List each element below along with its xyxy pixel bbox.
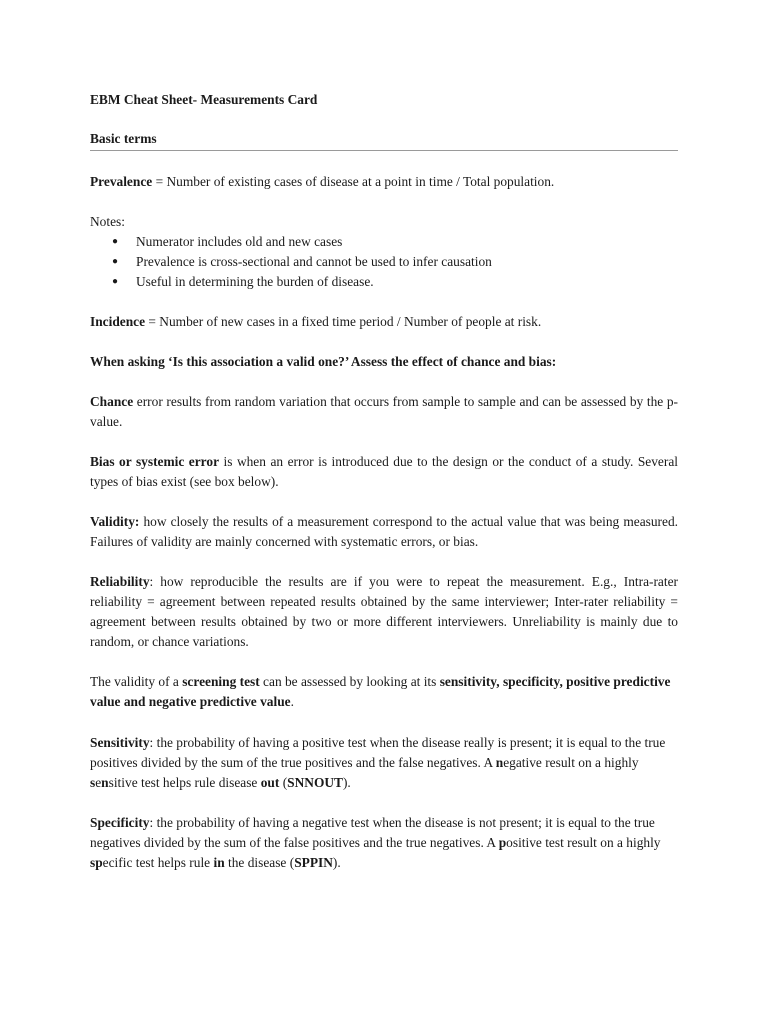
validity-text: how closely the results of a measurement correspond to the actual value that was being measured. Failures of validity are mainly concerned with systematic errors, or bias. — [90, 514, 678, 549]
bullet-icon: ● — [112, 256, 119, 267]
prevalence-definition — [90, 172, 678, 192]
prevalence-text: = Number of existing cases of disease at a point in time / Total population. — [152, 174, 555, 189]
reliability-term: Reliability — [90, 574, 150, 589]
list-item — [90, 272, 678, 292]
validity-term: Validity: — [90, 514, 140, 529]
specificity-text-1: : the probability of having a negative test when the disease is not present; it is equal to the true negatives divided by the sum of the false positives and the true negatives. A — [90, 815, 655, 850]
bullet-icon: ● — [112, 236, 119, 247]
chance-term: Chance — [90, 394, 134, 409]
sensitivity-term: Sensitivity — [90, 735, 150, 750]
incidence-definition — [90, 312, 678, 332]
screening-text-1: The validity of a — [90, 674, 183, 689]
note-text: Useful in determining the burden of disease. — [136, 274, 374, 289]
specificity-text-4: the disease ( — [224, 855, 295, 870]
sensitivity-text-3: e — [95, 775, 102, 790]
bias-term: Bias or systemic error — [90, 454, 220, 469]
sensitivity-bold-4: out — [260, 775, 280, 790]
sensitivity-text-4: sitive test helps rule disease — [108, 775, 261, 790]
specificity-term: Specificity — [90, 815, 150, 830]
sensitivity-text-6: ). — [342, 775, 351, 790]
list-item — [90, 252, 678, 272]
screening-test-term: screening test — [182, 674, 260, 689]
specificity-bold-2: sp — [90, 855, 103, 870]
specificity-bold-1: p — [498, 835, 507, 850]
sensitivity-text-2: egative result on a highly — [503, 755, 639, 770]
association-heading-text: When asking ‘Is this association a valid one?’ Assess the effect of chance and bias: — [90, 354, 557, 369]
specificity-text-5: ). — [332, 855, 341, 870]
validity-definition — [90, 512, 678, 552]
sensitivity-text-1: : the probability of having a positive test when the disease really is present; it is equal to the true positives divided by the sum of the true positives and the false negatives. A — [90, 735, 666, 770]
notes-list — [90, 232, 678, 292]
bias-definition — [90, 452, 678, 492]
screening-text-2: can be assessed by looking at its — [259, 674, 440, 689]
chance-text: error results from random variation that occurs from sample to sample and can be assessed by the p-value. — [90, 394, 678, 429]
chance-definition — [90, 392, 678, 432]
sppin-mnemonic: SPPIN — [294, 855, 333, 870]
document-title: EBM Cheat Sheet- Measurements Card — [90, 92, 318, 107]
sensitivity-bold-2: s — [90, 775, 96, 790]
sensitivity-bold-3: n — [101, 775, 109, 790]
incidence-term: Incidence — [90, 314, 146, 329]
document-body — [90, 90, 678, 873]
reliability-definition — [90, 572, 678, 652]
screening-text-3: . — [290, 694, 294, 709]
specificity-text-2: ositive test result on a highly — [506, 835, 661, 850]
sensitivity-text-5: ( — [279, 775, 288, 790]
specificity-definition — [90, 813, 678, 873]
specificity-bold-3: in — [213, 855, 225, 870]
sensitivity-bold-1: n — [495, 755, 504, 770]
notes-label: Notes: — [90, 214, 125, 229]
incidence-text: = Number of new cases in a fixed time period / Number of people at risk. — [145, 314, 542, 329]
section-heading-basic-terms: Basic terms — [90, 129, 678, 151]
bias-text: is when an error is introduced due to the design or the conduct of a study. Several types of bias exist (see box below). — [90, 454, 678, 489]
specificity-text-3: ecific test helps rule — [102, 855, 214, 870]
bullet-icon: ● — [112, 276, 119, 287]
association-heading — [90, 352, 678, 372]
list-item — [90, 232, 678, 252]
sensitivity-definition — [90, 733, 678, 793]
note-text: Prevalence is cross-sectional and cannot be used to infer causation — [136, 254, 492, 269]
screening-test-paragraph — [90, 672, 678, 712]
reliability-text: : how reproducible the results are if you were to repeat the measurement. E.g., Intra-rater reliability = agreement between repeated results obtained by the same interviewer; Inter-rater reliability = agreement between results obtained by two or more different interviewers. Unreliability is mainly due to random, or chance variations. — [90, 574, 678, 649]
snnout-mnemonic: SNNOUT — [287, 775, 343, 790]
note-text: Numerator includes old and new cases — [136, 234, 343, 249]
screening-measures: sensitivity, specificity, positive predictive value and negative predictive value — [90, 674, 671, 709]
prevalence-term: Prevalence — [90, 174, 153, 189]
